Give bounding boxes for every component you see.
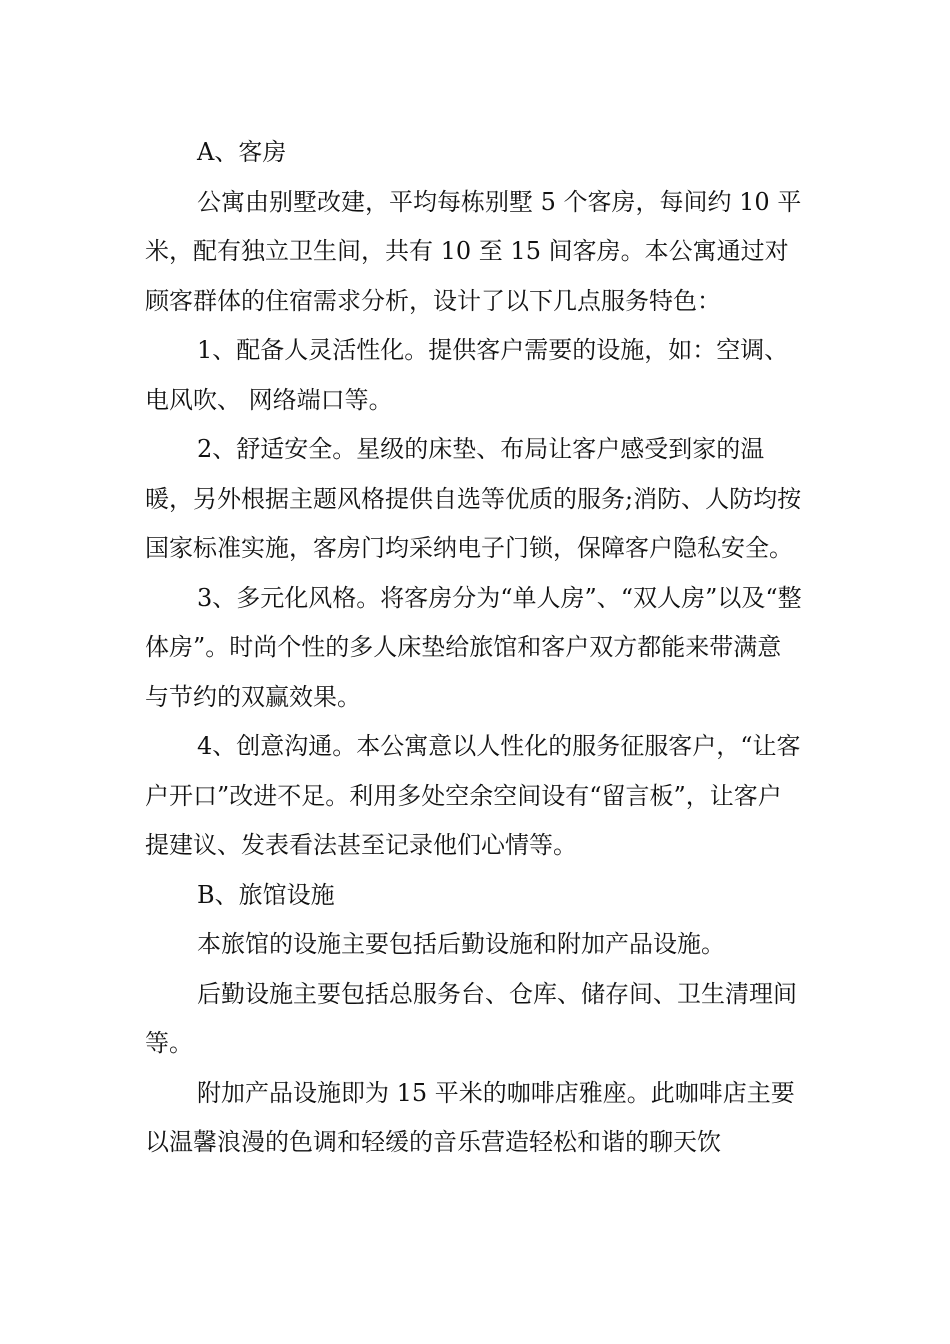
paragraph-room-overview: 公寓由别墅改建，平均每栋别墅 5 个客房，每间约 10 平米，配有独立卫生间，共有 10 至 15 间客房。本公寓通过对顾客群体的住宿需求分析，设计了以下几点服务特色： xyxy=(145,187,802,315)
document-body xyxy=(145,128,805,1168)
paragraph-logistics-facilities: 后勤设施主要包括总服务台、仓库、储存间、卫生清理间等。 xyxy=(145,979,797,1057)
section-heading-a: A、客房 xyxy=(197,138,287,166)
paragraph-cafe-facilities: 附加产品设施即为 15 平米的咖啡店雅座。此咖啡店主要以温馨浪漫的色调和轻缓的音乐营造轻松和谐的聊天饮 xyxy=(145,1078,795,1156)
paragraph-feature-4: 4、创意沟通。本公寓意以人性化的服务征服客户，“让客户开口”改进不足。利用多处空余空间设有“留言板”，让客户提建议、发表看法甚至记录他们心情等。 xyxy=(145,732,801,859)
paragraph-feature-1: 1、配备人灵活性化。提供客户需要的设施，如：空调、电风吹、 网络端口等。 xyxy=(145,336,789,414)
section-heading-b: B、旅馆设施 xyxy=(197,880,335,909)
paragraph-feature-2: 2、舒适安全。星级的床垫、布局让客户感受到家的温暖，另外根据主题风格提供自选等优质的服务;消防、人防均按国家标准实施，客房门均采纳电子门锁，保障客户隐私安全。 xyxy=(145,435,802,562)
paragraph-feature-3: 3、多元化风格。将客房分为“单人房”、“双人房”以及“整体房”。时尚个性的多人床垫给旅馆和客户双方都能来带满意与节约的双赢效果。 xyxy=(145,583,802,711)
paragraph-facilities-overview: 本旅馆的设施主要包括后勤设施和附加产品设施。 xyxy=(197,930,725,958)
